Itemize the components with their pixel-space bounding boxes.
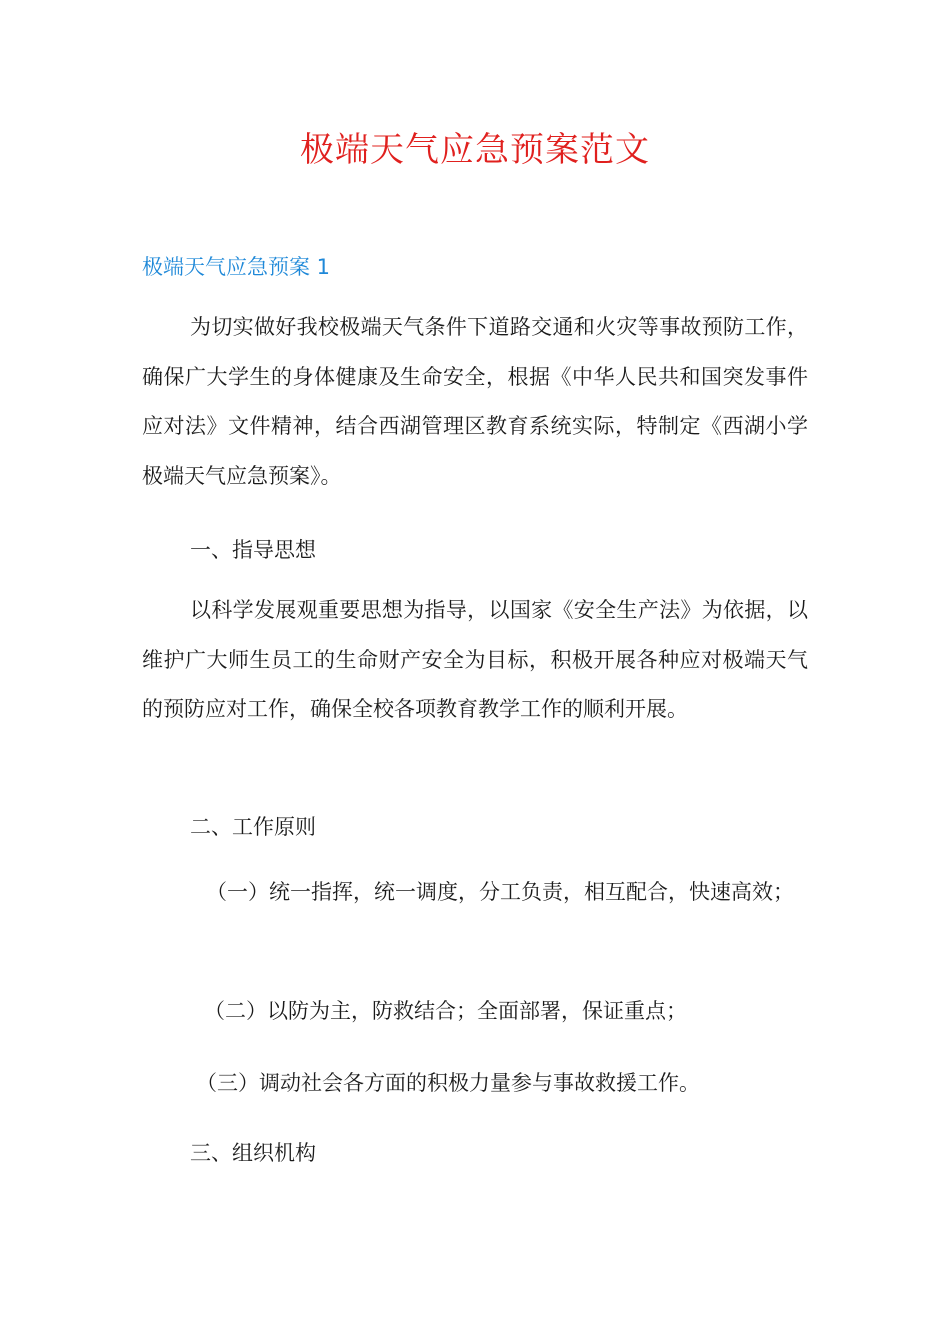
guiding-ideology-paragraph: 以科学发展观重要思想为指导，以国家《安全生产法》为依据，以维护广大师生员工的生命财产安全为目标，积极开展各种应对极端天气的预防应对工作，确保全校各项教育教学工作的顺利开展。 <box>142 598 808 721</box>
principle-item-1: （一）统一指挥，统一调度，分工负责，相互配合，快速高效； <box>206 880 794 904</box>
principle-item-2: （二）以防为主，防救结合；全面部署，保证重点； <box>204 999 687 1023</box>
principle-item-3: （三）调动社会各方面的积极力量参与事故救援工作。 <box>196 1071 700 1095</box>
heading-work-principles: 二、工作原则 <box>190 815 316 839</box>
heading-organization: 三、组织机构 <box>190 1141 316 1165</box>
intro-paragraph: 为切实做好我校极端天气条件下道路交通和火灾等事故预防工作，确保广大学生的身体健康及生命安全，根据《中华人民共和国突发事件应对法》文件精神，结合西湖管理区教育系统实际，特制定《西湖小学极端天气应急预案》。 <box>142 315 808 488</box>
document-title: 极端天气应急预案范文 <box>300 130 650 170</box>
heading-guiding-ideology: 一、指导思想 <box>190 538 316 562</box>
section-heading: 极端天气应急预案 1 <box>142 255 331 279</box>
